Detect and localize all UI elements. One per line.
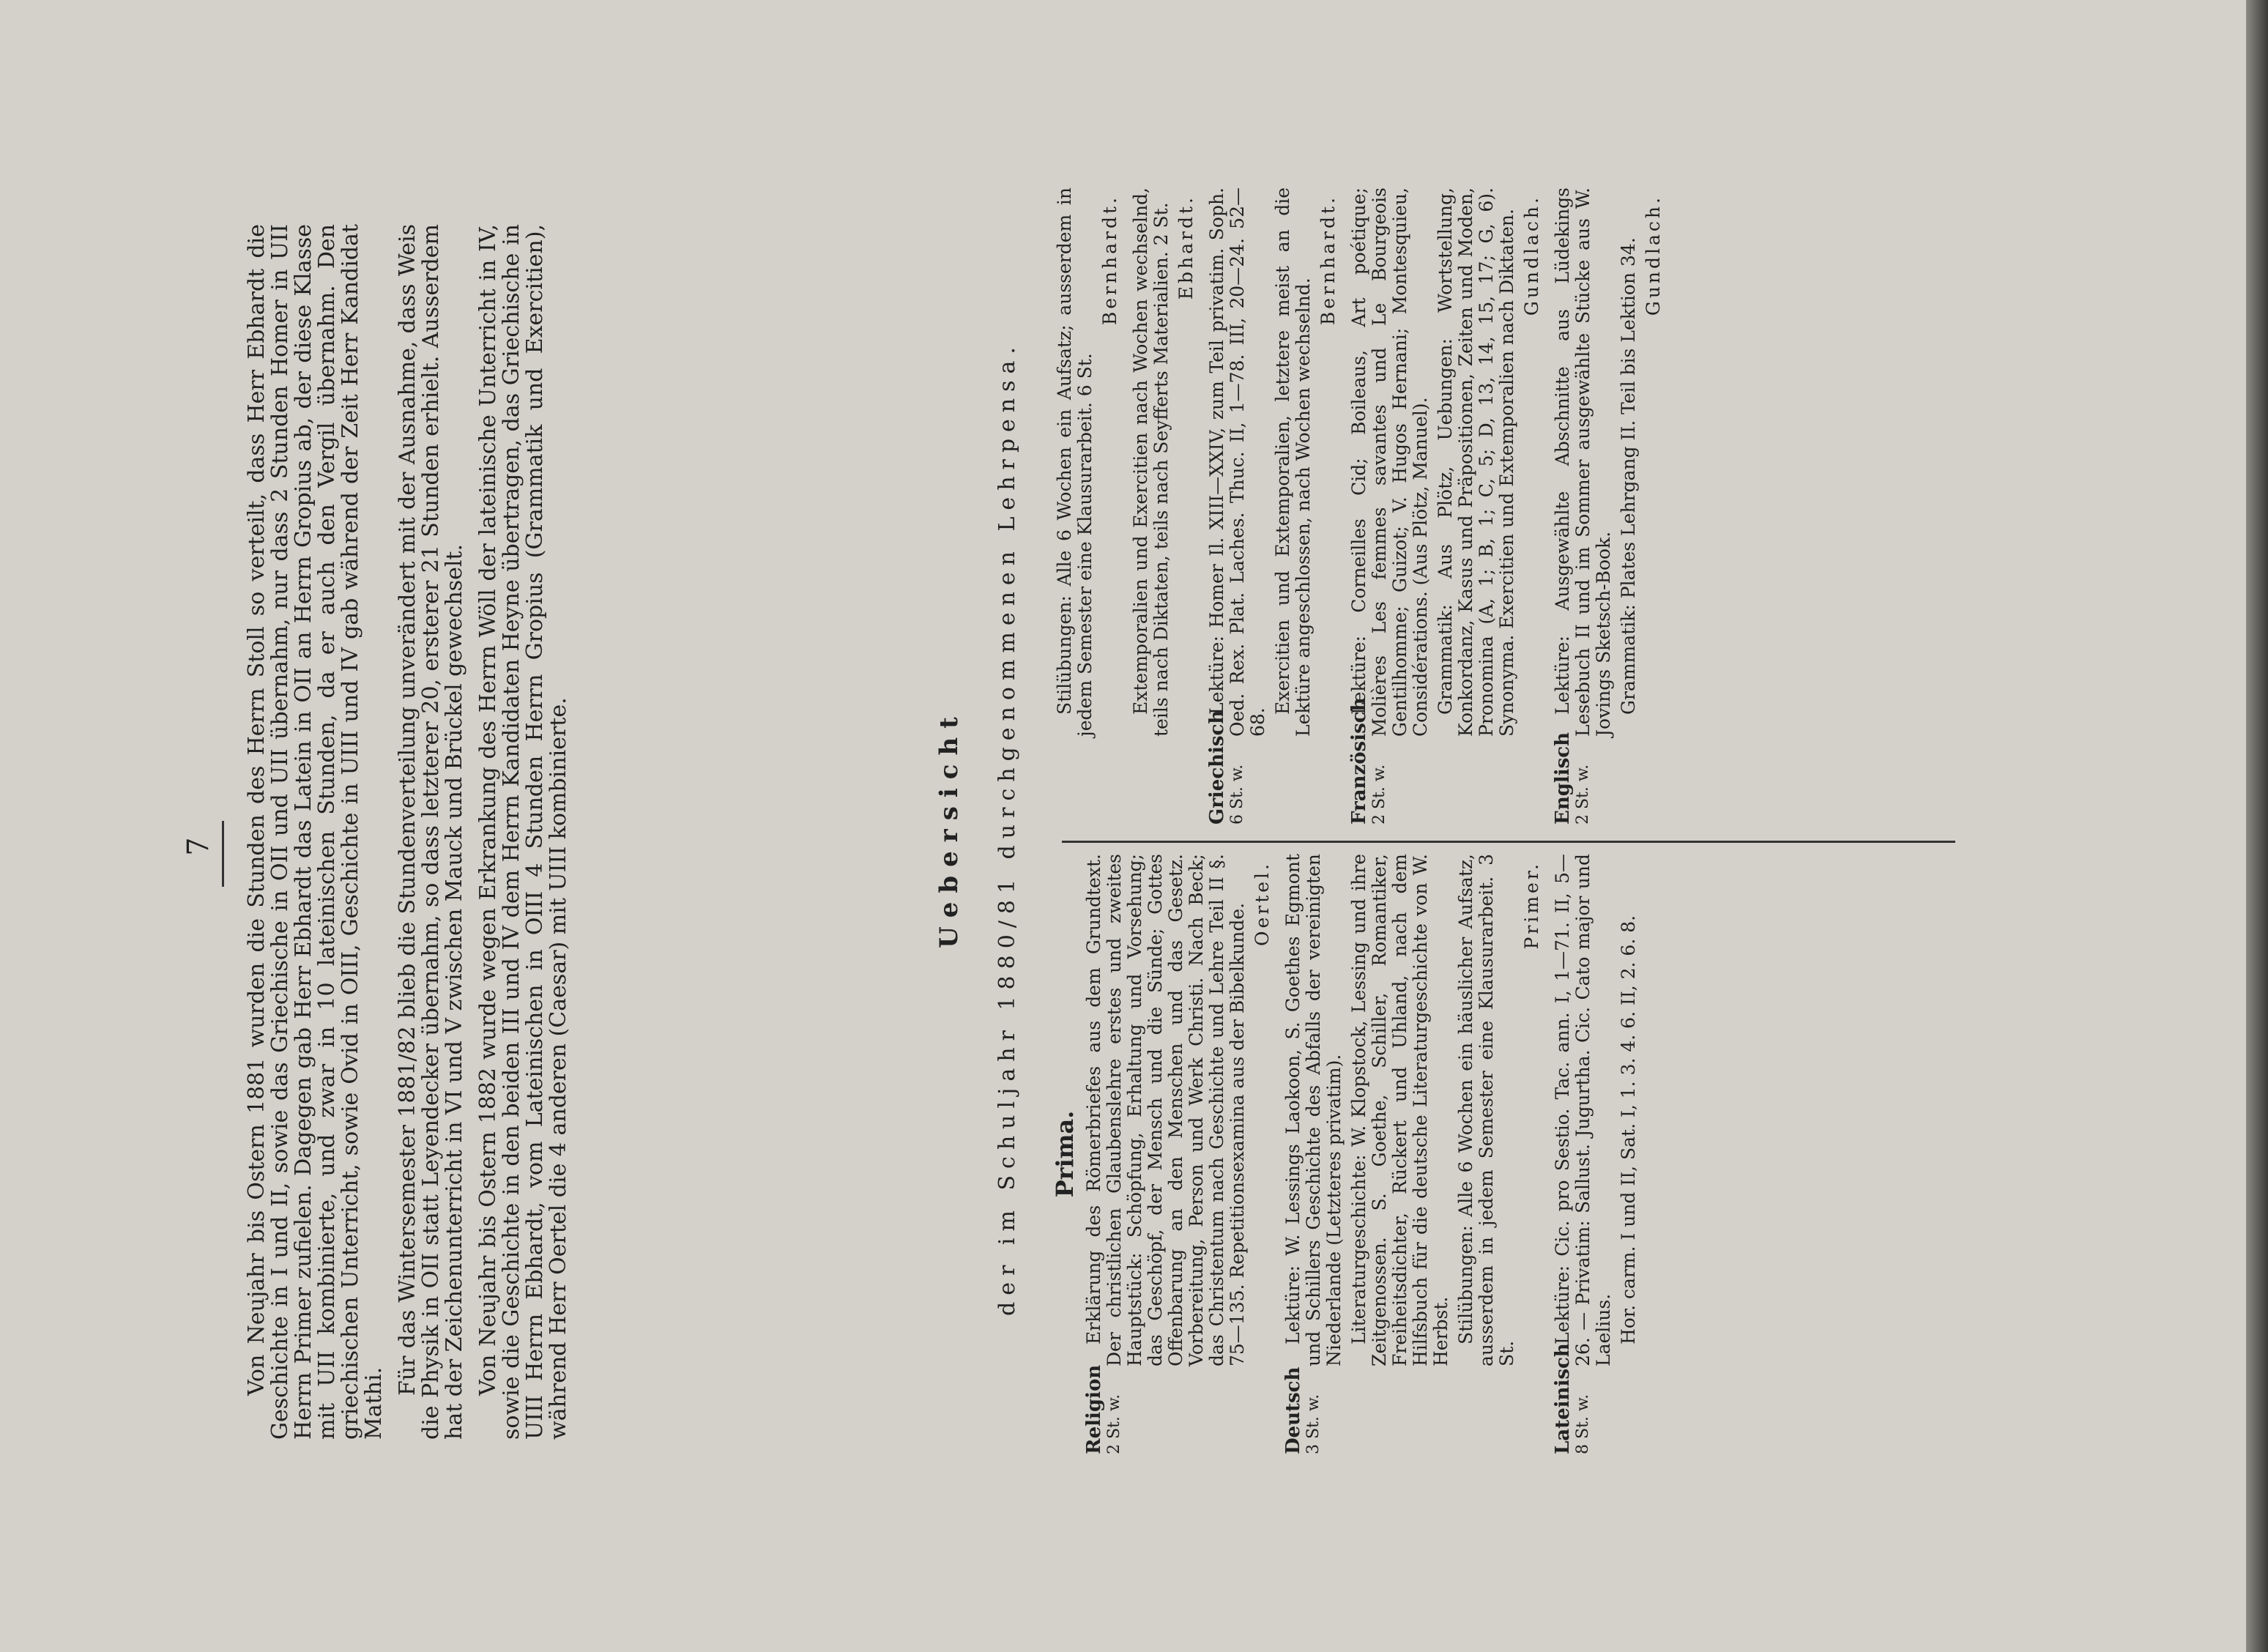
subject-section xyxy=(1553,187,1664,825)
subject-paragraph: Erklärung des Römerbriefes aus dem Grundtext. Der christlichen Glaubenslehre erstes und zweites Hauptstück: Schöpfung, Erhaltung und Vorsehung; das Geschöpf, der Mensch und die Sünde; Gottes Offenbarung an den Menschen und das Gesetz. Vorbereitung, Person und Werk Christi. Nach Beck; das Christentum nach Geschichte und Lehre Teil II §. 75—135. Repetitionsexamina aus der Bibelkunde. xyxy=(1083,854,1248,1366)
subject-section xyxy=(1283,854,1542,1454)
subject-paragraph: Literaturgeschichte: W. Klopstock, Lessing und ihre Zeitgenossen. S. Goethe, Schiller, Romantiker, Freiheitsdichter, Rückert und Uhland, nach dem Hilfsbuch für die deutsche Literaturgeschichte von W. Herbst. xyxy=(1348,854,1451,1366)
subject-paragraph: Lektüre: Ausgewählte Abschnitte aus Lüdekings Lesebuch II und im Sommer ausgewählte Stücke aus W. Jovings Sketsch-Book. xyxy=(1552,187,1614,737)
intro-paragraph: Von Neujahr bis Ostern 1881 wurden die Stunden des Herrn Stoll so verteilt, dass Herr Ebhardt die Geschichte in I und II, sowie das Griechische in OII und UII übernahm, nur dass 2 Stunden Homer in UII Herrn Primer zufielen. Dagegen gab Herr Ebhardt das Latein in OII an Herrn Gropius ab, der diese Klasse mit UII kombinierte, und zwar in 10 lateinischen Stunden, da er auch den Vergil übernahm. Den griechischen Unterricht, sowie Ovid in OIII, Geschichte in UIII und IV gab während der Zeit Herr Kandidat Mathi. xyxy=(244,224,387,1440)
subject-paragraph: Stilübungen: Alle 6 Wochen ein Aufsatz; ausserdem in jedem Semester eine Klausurarbeit. 6 St. xyxy=(1054,187,1096,737)
subject-section xyxy=(1084,854,1273,1454)
left-column xyxy=(1051,854,1654,1454)
subject-label xyxy=(1283,1366,1542,1454)
subject-section xyxy=(1131,187,1197,825)
subject-body xyxy=(1055,187,1120,737)
subject-label xyxy=(1206,710,1339,825)
subject-hours: 2 St. w. xyxy=(1105,1394,1123,1454)
subject-section xyxy=(1055,187,1120,825)
teacher-name: Primer. xyxy=(1521,861,1542,950)
prima-label: Prima. xyxy=(1051,1110,1079,1198)
page-number-flourish xyxy=(220,821,224,887)
subject-body xyxy=(1084,854,1273,1366)
subject-label xyxy=(1131,737,1197,825)
subject-paragraph: Lektüre: W. Lessings Laokoon, S. Goethes Egmont und Schillers Geschichte des Abfalls der vereinigten Niederlande (Letzteres privatim). xyxy=(1282,854,1345,1366)
subject-name: Religion xyxy=(1083,1364,1105,1454)
subject-paragraph: Lektüre: Cic. pro Sestio. Tac. ann. I, 1—71. II, 5—26. — Privatim: Sallust. Jugurtha. Cic. Cato major und Laelius. xyxy=(1552,854,1614,1366)
teacher-name: Ebhardt. xyxy=(1175,195,1197,300)
subject-hours: 3 St. w. xyxy=(1304,1394,1323,1454)
subject-body xyxy=(1131,187,1197,737)
teacher-name: Gundlach. xyxy=(1521,195,1542,316)
subject-paragraph: Grammatik: Plates Lehrgang II. Teil bis Lektion 34. xyxy=(1618,237,1639,715)
subject-hours: 2 St. w. xyxy=(1574,764,1592,825)
column-divider xyxy=(1062,841,1955,843)
subject-body xyxy=(1283,854,1542,1366)
subject-body xyxy=(1207,187,1339,737)
subject-paragraph: Stilübungen: Alle 6 Wochen ein häuslicher Aufsatz, ausserdem in jedem Semester eine Klausurarbeit. 3 St. xyxy=(1455,854,1517,1366)
subject-paragraph: Extemporalien und Exercitien nach Wochen wechselnd, teils nach Diktaten, teils nach Seyfferts Materialien. 2 St. xyxy=(1130,187,1172,737)
subject-label xyxy=(1552,1343,1643,1454)
subject-label xyxy=(1348,697,1542,825)
intro-paragraph: Für das Wintersemester 1881/82 blieb die Stundenverteilung unverändert mit der Ausnahme, dass Weis die Physik in OII statt Leyendecker übernahm, so dass letzterer 20, ersterer 21 Stunden erhielt. Ausserdem hat der Zeichenunterricht in VI und V zwischen Mauck und Brückel gewechselt. xyxy=(395,224,467,1440)
subject-name: Englisch xyxy=(1552,732,1574,825)
subject-section xyxy=(1553,854,1643,1454)
intro-paragraph: Von Neujahr bis Ostern 1882 wurde wegen Erkrankung des Herrn Wöll der lateinische Unterricht in IV, sowie die Geschichte in den beiden III und IV dem Herrn Kandidaten Heyne übertragen, das Griechische in UIII Herrn Ebhardt, vom Lateinischen in OIII 4 Stunden Herrn Gropius (Grammatik und Exercitien), während Herr Oertel die 4 anderen (Caesar) mit UIII kombinierte. xyxy=(475,224,571,1440)
scan-edge xyxy=(2246,0,2268,1652)
subject-paragraph: Grammatik: Aus Plötz, Uebungen: Wortstellung, Konkordanz, Kasus und Präpositionen, Zeiten und Moden, Pronomina (A, 1; B, 1; C, 5; D, 13, 14, 15, 17; G, 6). Synonyma. Exercitien und Extemporalien nach Diktaten. xyxy=(1435,187,1517,737)
teacher-name: Bernhardt. xyxy=(1317,195,1339,326)
teacher-name: Oertel. xyxy=(1252,861,1273,947)
subject-name: Lateinisch xyxy=(1552,1343,1574,1454)
subject-hours: 8 St. w. xyxy=(1574,1394,1592,1454)
subject-section xyxy=(1349,187,1542,825)
subject-paragraph: Hor. carm. I und II, Sat. I, 1. 3. 4. 6. II, 2. 6. 8. xyxy=(1618,915,1639,1344)
section-heading: Uebersicht xyxy=(934,708,964,948)
subject-label xyxy=(1552,732,1664,825)
subject-section xyxy=(1207,187,1339,825)
subject-body xyxy=(1553,187,1664,737)
subject-label xyxy=(1084,1366,1273,1454)
page-number: 7 xyxy=(182,837,215,856)
subject-hours: 6 St. w. xyxy=(1228,764,1246,825)
subject-name: Griechisch xyxy=(1206,710,1228,825)
subject-label xyxy=(1055,737,1120,825)
subject-body xyxy=(1349,187,1542,737)
subject-name: Deutsch xyxy=(1282,1366,1304,1454)
teacher-name: Gundlach. xyxy=(1643,195,1664,316)
intro-text xyxy=(245,224,581,1440)
subject-body xyxy=(1553,854,1643,1366)
subject-paragraph: Exercitien und Extemporalien, letztere meist an die Lektüre angeschlossen, nach Wochen wechselnd. xyxy=(1272,187,1314,737)
subject-paragraph: Lektüre: Corneilles Cid; Boileaus, Art poétique; Molières Les femmes savantes und Le Bourgeois Gentilhomme; Guizot; V. Hugos Hernani; Montesquieu, Considérations. (Aus Plötz, Manuel). xyxy=(1348,187,1431,737)
subject-paragraph: Lektüre: Homer Il. XIII—XXIV, zum Teil privatim. Soph. Oed. Rex. Plat. Laches. Thuc. II, 1—78. III, 20—24. 52—68. xyxy=(1206,187,1268,737)
right-column xyxy=(1055,187,1674,825)
subject-name: Französisch xyxy=(1348,697,1370,825)
subject-hours: 2 St. w. xyxy=(1370,764,1388,825)
teacher-name: Bernhardt. xyxy=(1099,195,1120,326)
section-subheading: der im Schuljahr 1880/81 durchgenommenen Lehrpensa. xyxy=(994,341,1020,1316)
